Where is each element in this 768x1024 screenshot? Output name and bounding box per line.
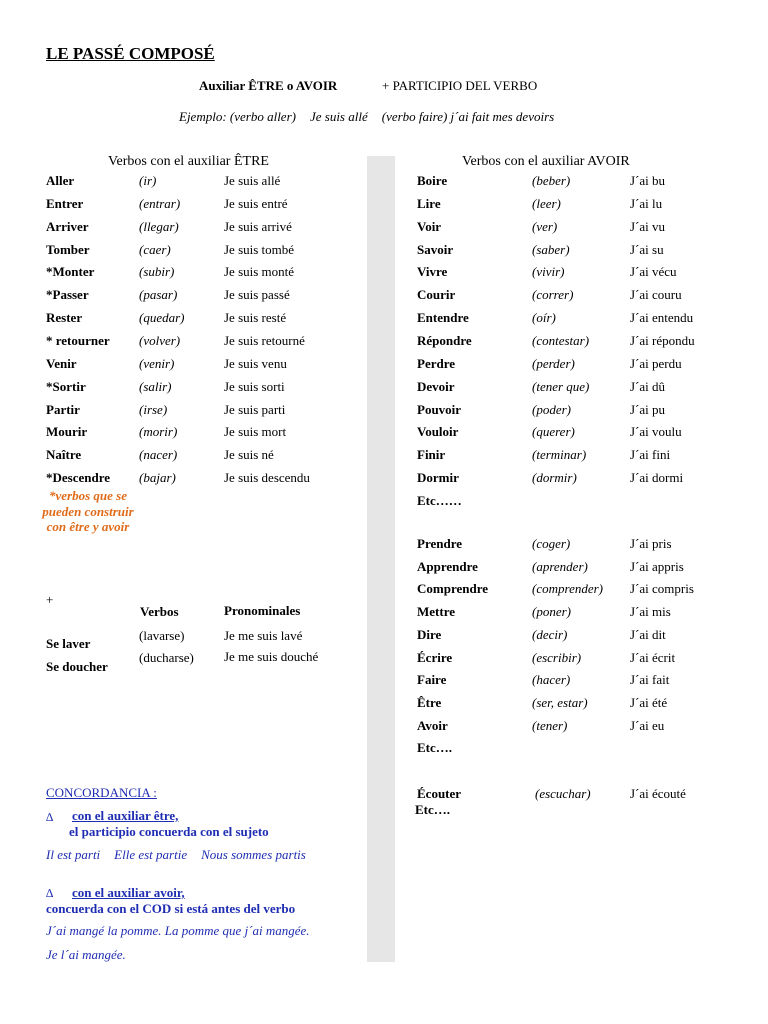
verb-row — [417, 287, 737, 303]
rule1-line1: con el auxiliar être, — [72, 808, 179, 823]
translation: (pasar) — [139, 287, 178, 303]
conjugation: Je suis venu — [224, 355, 287, 371]
verb: Apprendre — [417, 558, 478, 574]
conjugation: J´ai écrit — [630, 649, 676, 665]
verb-row — [417, 173, 737, 189]
verb: Finir — [417, 447, 446, 463]
formula-left: Auxiliar ÊTRE o AVOIR — [199, 78, 338, 93]
verb: *Descendre — [46, 470, 111, 486]
verb: Boire — [417, 173, 448, 188]
triangle-icon: ∆ — [46, 886, 54, 900]
verb: * retourner — [46, 332, 110, 348]
verb-row — [417, 196, 737, 212]
conjugation: Je suis allé — [224, 173, 281, 188]
translation: (poner) — [532, 604, 571, 620]
verb: Écrire — [417, 649, 453, 665]
conjugation: J´ai dormi — [630, 470, 684, 486]
translation: (entrar) — [139, 195, 181, 211]
conjugation: J´ai pris — [630, 536, 672, 551]
translation: (oír) — [532, 310, 556, 326]
translation: (tener que) — [532, 378, 590, 394]
verb: Avoir — [417, 717, 448, 733]
verb: Se laver — [46, 636, 91, 651]
translation: (leer) — [532, 195, 561, 211]
translation: (querer) — [532, 424, 575, 440]
translation: (salir) — [139, 378, 172, 394]
conjugation: J´ai vécu — [630, 264, 677, 280]
verb: *Sortir — [46, 378, 86, 394]
pronominal-row — [46, 649, 366, 675]
conjugation: Je me suis lavé — [224, 628, 303, 643]
etre-heading: Verbos con el auxiliar ÊTRE — [108, 154, 269, 169]
conjugation: J´ai mis — [630, 604, 671, 620]
conjugation: J´ai perdu — [630, 355, 682, 371]
verb: Etc…… — [417, 492, 462, 508]
conjugation: J´ai appris — [630, 558, 684, 574]
translation: (correr) — [532, 287, 574, 303]
translation: (poder) — [532, 401, 571, 417]
verb: Écouter — [417, 786, 462, 801]
verb: Dire — [417, 626, 442, 642]
verb: Naître — [46, 447, 82, 463]
translation: (nacer) — [139, 447, 178, 463]
verb-row — [46, 173, 366, 189]
conjugation: Je suis descendu — [224, 470, 310, 486]
rule1-examples — [46, 847, 320, 863]
verb-row — [46, 356, 366, 372]
example-item: Il est parti — [46, 847, 101, 862]
verb-row — [417, 536, 737, 552]
conjugation: J´ai vu — [630, 218, 666, 234]
translation: (terminar) — [532, 447, 587, 463]
example-label: Ejemplo: (verbo aller) — [179, 109, 296, 124]
translation: (dormir) — [532, 470, 577, 486]
verb: Rester — [46, 310, 83, 326]
conjugation: Je suis arrivé — [224, 218, 292, 234]
translation: (ser, estar) — [532, 694, 588, 710]
verb-row — [417, 718, 737, 734]
verb-row — [417, 740, 737, 756]
verb-row — [417, 559, 737, 575]
conjugation: J´ai compris — [630, 581, 694, 597]
conjugation: Je suis sorti — [224, 378, 285, 394]
translation: (quedar) — [139, 310, 185, 326]
translation: (tener) — [532, 717, 568, 733]
verb: Voir — [417, 218, 442, 234]
avoir-heading: Verbos con el auxiliar AVOIR — [462, 154, 630, 169]
conjugation: J´ai lu — [630, 195, 663, 211]
translation: (saber) — [532, 241, 570, 257]
translation: (aprender) — [532, 558, 588, 574]
verb: Prendre — [417, 536, 463, 551]
verb: Arriver — [46, 218, 89, 234]
verb-row — [417, 581, 737, 597]
verb: Entrer — [46, 195, 84, 211]
triangle-icon: ∆ — [46, 810, 54, 824]
verb: Venir — [46, 355, 77, 371]
verb: Courir — [417, 287, 456, 303]
verb: Pouvoir — [417, 401, 462, 417]
plus-sign: + — [46, 592, 54, 607]
verb-row — [46, 219, 366, 235]
verb: *Monter — [46, 264, 95, 280]
verb-row — [46, 196, 366, 212]
translation: (beber) — [532, 173, 571, 188]
verb-row — [417, 627, 737, 643]
translation: (lavarse) — [139, 628, 185, 643]
verb: Vouloir — [417, 424, 459, 440]
conjugation: J´ai couru — [630, 287, 682, 303]
translation: (subir) — [139, 264, 175, 280]
example-line — [179, 109, 568, 125]
translation: (ver) — [532, 218, 558, 234]
verb: Dormir — [417, 470, 459, 486]
verb: Se doucher — [46, 659, 108, 674]
verb: Être — [417, 694, 442, 710]
verb-row — [417, 447, 737, 463]
etre-note: *verbos que se pueden construir con être y avoir — [42, 488, 134, 534]
verb: Etc…. — [417, 740, 453, 756]
verb-row — [417, 219, 737, 235]
conjugation: Je suis parti — [224, 401, 286, 417]
verb-row — [417, 424, 737, 440]
translation: (coger) — [532, 536, 571, 551]
example-part1: Je suis allé — [309, 109, 368, 124]
conjugation: J´ai été — [630, 694, 668, 710]
verb-row — [417, 242, 737, 258]
conjugation: J´ai fini — [630, 447, 671, 463]
verb-row — [417, 604, 737, 620]
verb: Entendre — [417, 310, 469, 326]
translation: (venir) — [139, 355, 175, 371]
verb-row — [46, 310, 366, 326]
verb-row — [417, 650, 737, 666]
verb: Devoir — [417, 378, 455, 394]
conjugation: J´ai dû — [630, 378, 666, 394]
verb: Perdre — [417, 355, 456, 371]
verb: Savoir — [417, 241, 454, 257]
conjugation: J´ai bu — [630, 173, 666, 188]
verb-row — [417, 493, 737, 509]
translation: (vivir) — [532, 264, 565, 280]
verb: Mourir — [46, 424, 88, 440]
translation: (comprender) — [532, 581, 603, 597]
verb: Lire — [417, 195, 441, 211]
verb-row — [417, 333, 737, 349]
verb: *Passer — [46, 287, 89, 303]
verb-row — [46, 447, 366, 463]
verb: Comprendre — [417, 581, 489, 597]
verb-row — [46, 470, 366, 486]
conjugation: J´ai écouté — [630, 786, 686, 801]
formula-line — [199, 78, 538, 94]
avoir-row-ecouter — [417, 786, 717, 802]
verb: Mettre — [417, 604, 456, 620]
translation: (volver) — [139, 332, 181, 348]
translation: (decir) — [532, 626, 568, 642]
verb: Aller — [46, 173, 75, 188]
conjugation: Je suis monté — [224, 264, 295, 280]
conjugation: J´ai su — [630, 241, 664, 257]
verb-row — [417, 402, 737, 418]
conjugation: J´ai entendu — [630, 310, 694, 326]
verb-row — [46, 242, 366, 258]
verb-row — [417, 695, 737, 711]
verb-row — [417, 356, 737, 372]
verb-row — [46, 379, 366, 395]
verb: Répondre — [417, 332, 472, 348]
conjugation: Je suis né — [224, 447, 274, 463]
verb-row — [46, 402, 366, 418]
pronominal-header-pronominales: Pronominales — [224, 603, 301, 618]
page-title: LE PASSÉ COMPOSÉ — [46, 44, 215, 63]
rule2-line1: con el auxiliar avoir, — [72, 885, 185, 900]
pronominal-header-verbos: Verbos — [140, 604, 179, 619]
column-divider — [367, 156, 395, 962]
example-item: Elle est partie — [114, 847, 188, 862]
conjugation: Je suis tombé — [224, 241, 295, 257]
rule2-line2: concuerda con el COD si está antes del verbo — [46, 901, 296, 916]
translation: (escribir) — [532, 649, 582, 665]
translation: (contestar) — [532, 332, 590, 348]
verb-row — [417, 310, 737, 326]
verb-row — [417, 672, 737, 688]
conjugation: J´ai voulu — [630, 424, 682, 440]
translation: (llegar) — [139, 218, 179, 234]
conjugation: J´ai répondu — [630, 332, 695, 348]
conjugation: Je suis retourné — [224, 332, 305, 348]
translation: (morir) — [139, 424, 178, 440]
conjugation: Je me suis douché — [224, 649, 319, 664]
rule2-example1: J´ai mangé la pomme. La pomme que j´ai mangée. — [46, 923, 310, 938]
example-part2: (verbo faire) j´ai fait mes devoirs — [381, 109, 555, 124]
conjugation: J´ai fait — [630, 672, 670, 688]
verb-row — [417, 264, 737, 280]
verb-row — [46, 333, 366, 349]
formula-right: + PARTICIPIO DEL VERBO — [382, 78, 538, 93]
conjugation: Je suis mort — [224, 424, 287, 440]
conjugation: J´ai eu — [630, 717, 665, 733]
translation: (ducharse) — [139, 650, 194, 665]
verb-row — [417, 470, 737, 486]
translation: (ir) — [139, 173, 157, 188]
translation: (caer) — [139, 241, 171, 257]
verb: Vivre — [417, 264, 448, 280]
conjugation: Je suis entré — [224, 195, 288, 211]
conjugation: J´ai pu — [630, 401, 666, 417]
translation: (perder) — [532, 355, 575, 371]
verb-row — [417, 379, 737, 395]
rule2-example2: Je l´ai mangée. — [46, 947, 126, 962]
example-item: Nous sommes partis — [201, 847, 306, 862]
concordancia-title: CONCORDANCIA : — [46, 785, 157, 800]
translation: (bajar) — [139, 470, 176, 486]
translation: (irse) — [139, 401, 168, 417]
translation: (hacer) — [532, 672, 571, 688]
verb-row — [46, 264, 366, 280]
verb: Partir — [46, 401, 80, 417]
verb: Tomber — [46, 241, 90, 257]
ecouter-etc: Etc…. — [415, 802, 451, 817]
conjugation: J´ai dit — [630, 626, 666, 642]
verb-row — [46, 424, 366, 440]
verb: Faire — [417, 672, 447, 688]
translation: (escuchar) — [535, 786, 591, 801]
rule1-line2: el participio concuerda con el sujeto — [69, 824, 269, 839]
verb-row — [46, 287, 366, 303]
conjugation: Je suis passé — [224, 287, 290, 303]
conjugation: Je suis resté — [224, 310, 287, 326]
